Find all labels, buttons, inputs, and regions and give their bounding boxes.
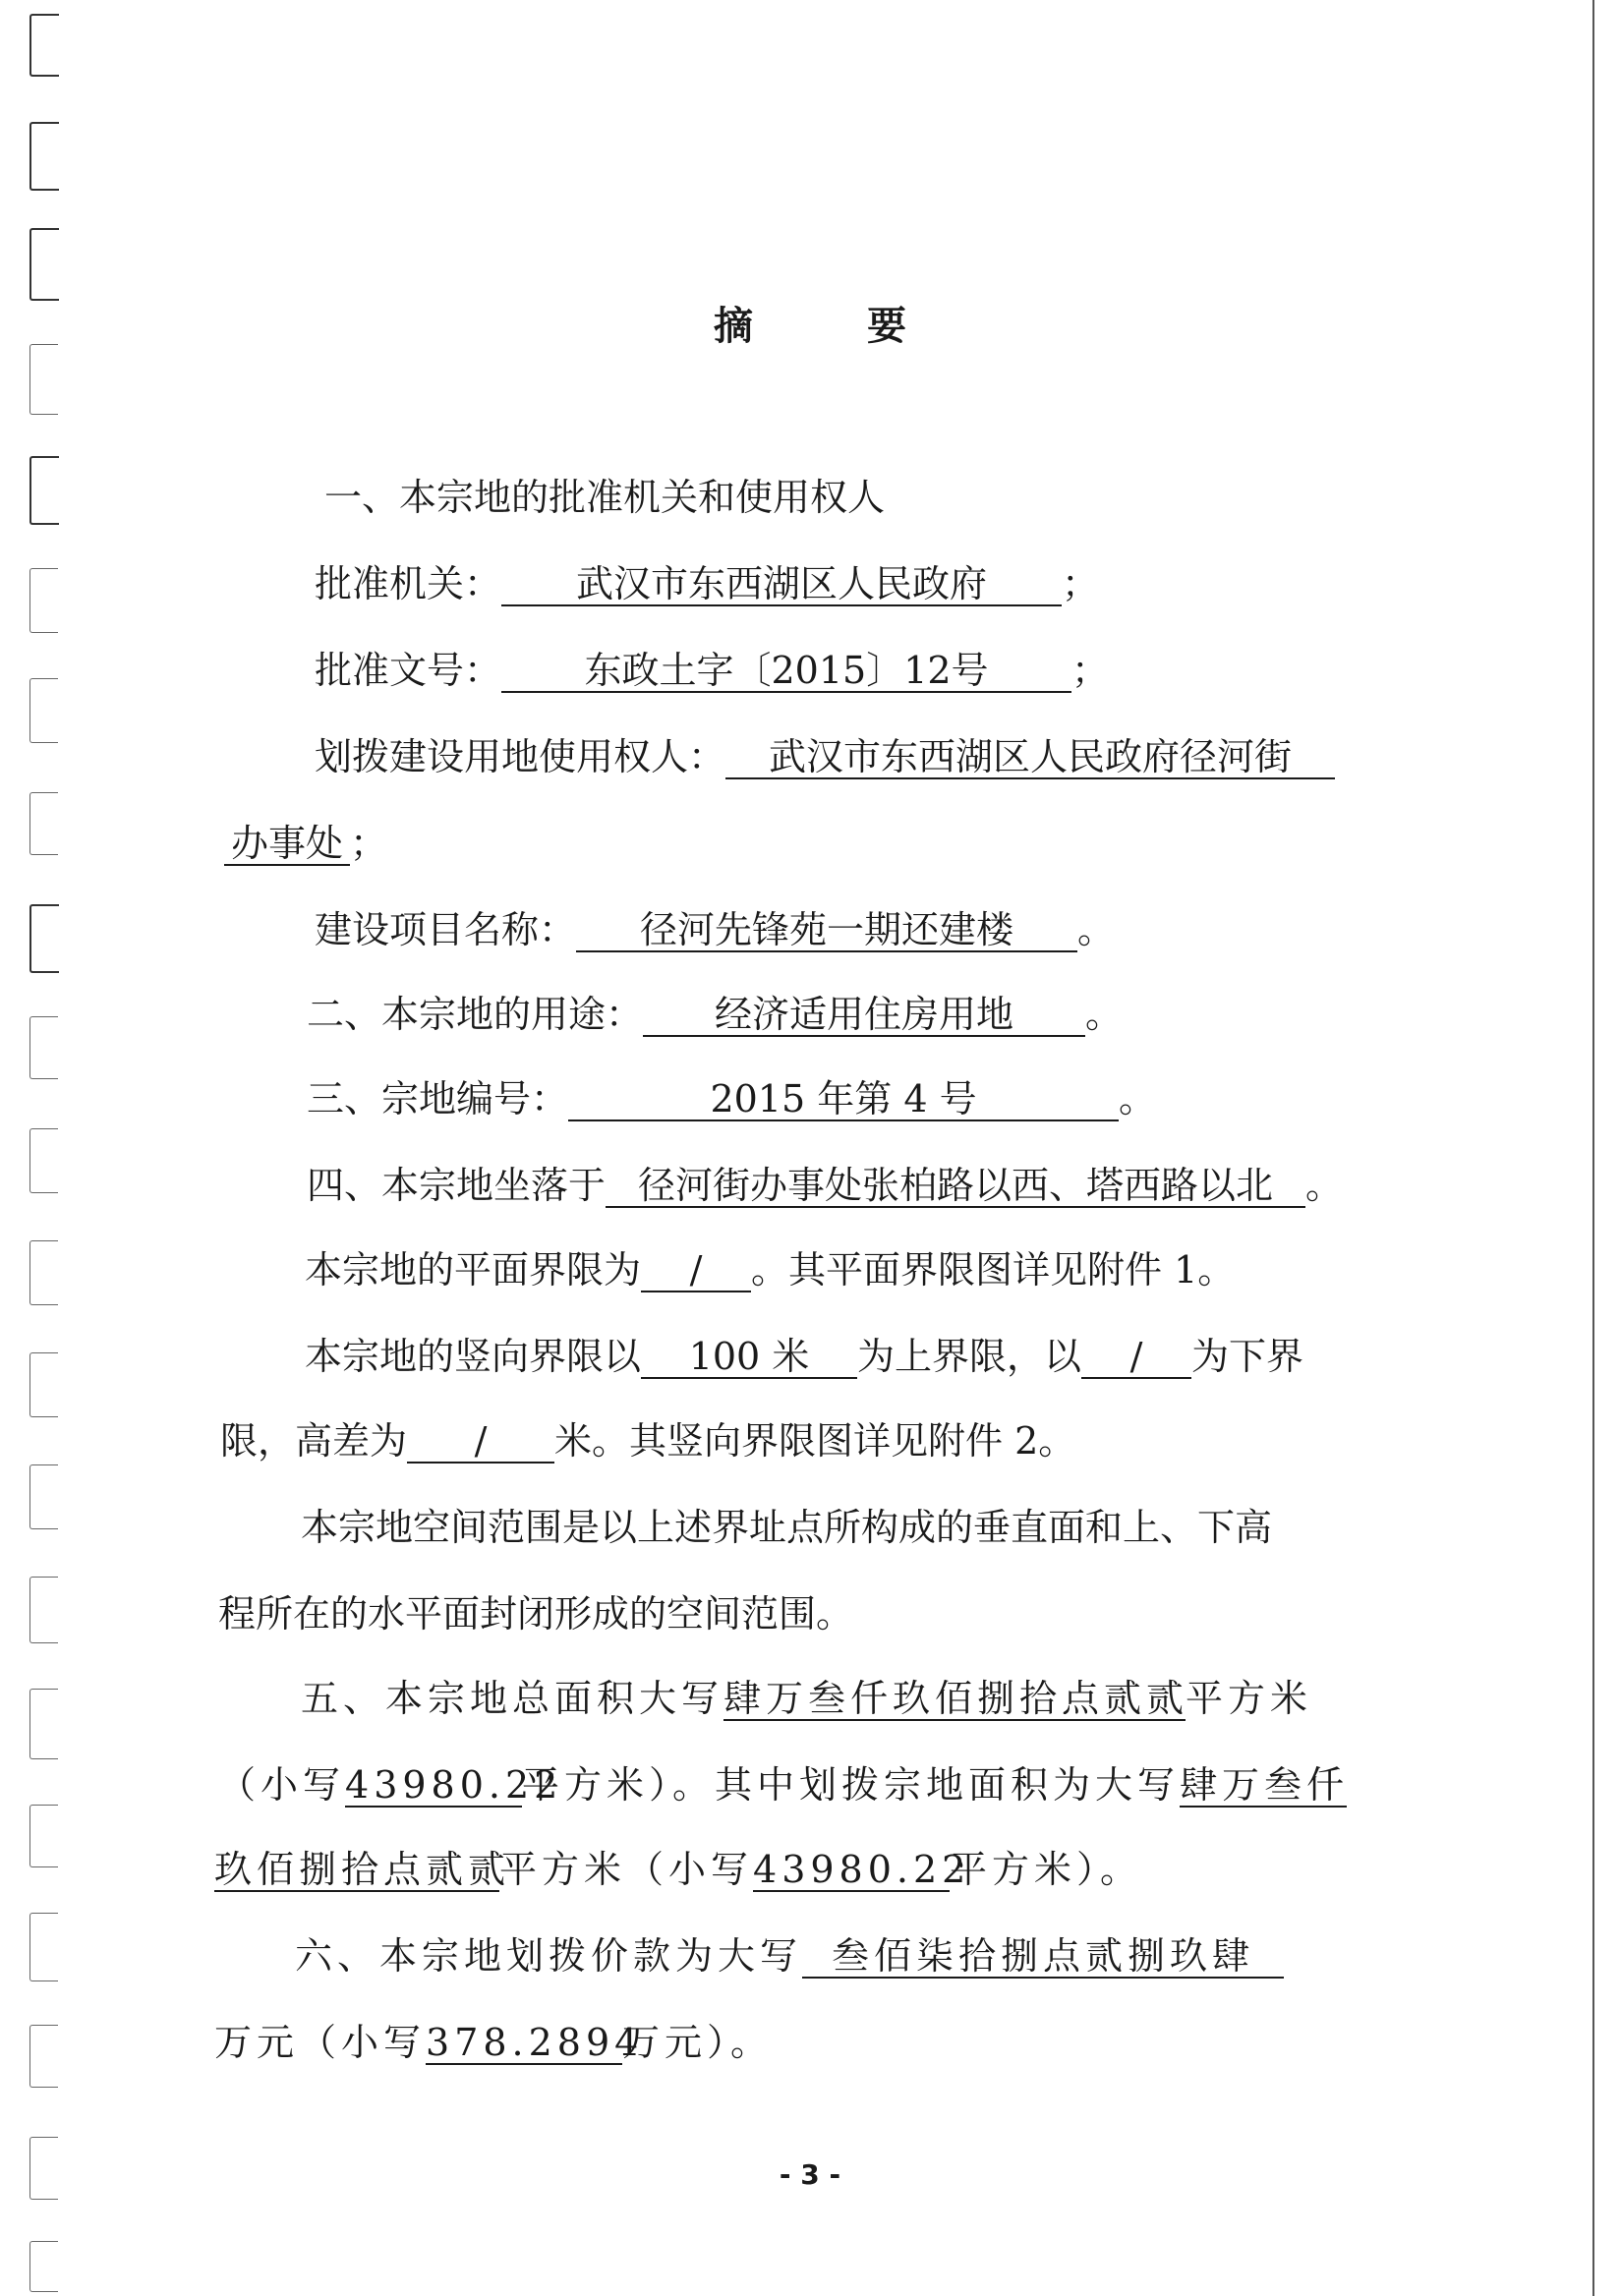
allocation-price-number: 378.2894 xyxy=(426,2021,644,2064)
land-use-value: 经济适用住房用地 xyxy=(643,994,1085,1037)
price-line-2 xyxy=(214,2019,773,2066)
land-holder-line-2 xyxy=(224,820,387,867)
land-holder-value: 武汉市东西湖区人民政府径河街 xyxy=(725,736,1335,779)
lowercase-label: 平方米（小写 xyxy=(499,1848,754,1891)
vertical-boundary-text-mid: 为上界限，以 xyxy=(857,1335,1082,1378)
section-1-heading: 一、本宗地的批准机关和使用权人 xyxy=(324,476,886,519)
binding-mark xyxy=(29,904,59,973)
binding-mark xyxy=(29,1913,58,1981)
binding-mark xyxy=(29,1352,58,1417)
binding-mark xyxy=(29,1464,58,1529)
punctuation: 。 xyxy=(1305,1164,1344,1207)
lower-limit-value: / xyxy=(1081,1336,1191,1379)
height-diff-text: 限，高差为 xyxy=(220,1419,408,1463)
binding-mark xyxy=(29,1577,58,1643)
land-use-label: 二、本宗地的用途： xyxy=(307,993,644,1036)
upper-limit-value: 100 米 xyxy=(641,1336,857,1379)
allocated-area-words: 肆万叁仟 xyxy=(1180,1763,1350,1807)
height-diff-text-end: 米。其竖向界限图详见附件 2。 xyxy=(554,1419,1076,1463)
total-area-number: 43980.22 xyxy=(345,1763,563,1807)
binding-mark xyxy=(29,1689,58,1759)
plane-boundary-text-end: 。其平面界限图详见附件 1。 xyxy=(751,1248,1236,1292)
total-area-label: 五、本宗地总面积大写 xyxy=(301,1677,724,1720)
binding-mark xyxy=(29,2241,58,2292)
project-name-value: 径河先锋苑一期还建楼 xyxy=(576,909,1077,952)
space-range-line-2: 程所在的水平面封闭形成的空间范围。 xyxy=(218,1592,854,1636)
punctuation: ； xyxy=(350,822,388,865)
lowercase-label: （小写 xyxy=(218,1763,346,1807)
page-number: - 3 - xyxy=(779,2158,841,2191)
vertical-boundary-line xyxy=(305,1333,1303,1380)
approval-doc-line xyxy=(315,647,1109,694)
unit-text: 万元）。 xyxy=(622,2021,774,2064)
area-line-3 xyxy=(214,1846,1142,1893)
section-2-line xyxy=(307,991,1123,1038)
punctuation: ； xyxy=(1071,649,1110,692)
area-line-1 xyxy=(301,1675,1312,1722)
allocated-area-number: 43980.22 xyxy=(753,1848,971,1891)
price-line-1 xyxy=(295,1932,1284,1980)
parcel-number-value: 2015 年第 4 号 xyxy=(568,1078,1119,1121)
allocated-area-label: 平方米）。其中划拨宗地面积为大写 xyxy=(522,1763,1181,1807)
approval-doc-value: 东政土字〔2015〕12号 xyxy=(501,650,1071,693)
vertical-boundary-line-2 xyxy=(220,1417,1075,1464)
location-value: 径河街办事处张柏路以西、塔西路以北 xyxy=(606,1165,1305,1208)
plane-boundary-line xyxy=(305,1246,1235,1293)
punctuation: 。 xyxy=(1077,908,1116,951)
project-name-label: 建设项目名称： xyxy=(315,908,577,951)
parcel-number-label: 三、宗地编号： xyxy=(307,1077,569,1120)
binding-mark xyxy=(29,344,58,415)
binding-mark xyxy=(29,568,58,633)
land-holder-line xyxy=(315,733,1335,780)
binding-mark xyxy=(29,792,58,855)
land-holder-value-cont: 办事处 xyxy=(224,823,350,866)
land-holder-label: 划拨建设用地使用权人： xyxy=(315,735,726,778)
page-title: 摘 要 xyxy=(714,304,944,349)
binding-mark xyxy=(29,2025,58,2088)
approval-authority-label: 批准机关： xyxy=(315,562,502,605)
area-line-2 xyxy=(218,1761,1350,1808)
lowercase-label: 万元（小写 xyxy=(214,2021,427,2064)
binding-mark xyxy=(29,228,59,301)
project-name-line xyxy=(315,906,1115,953)
punctuation: 。 xyxy=(1085,993,1124,1036)
binding-mark xyxy=(29,14,59,77)
binding-mark xyxy=(29,1240,58,1305)
vertical-boundary-text-end: 为下界 xyxy=(1191,1335,1304,1378)
height-diff-value: / xyxy=(407,1420,554,1464)
allocation-price-label: 六、本宗地划拨价款为大写 xyxy=(295,1934,803,1978)
plane-boundary-value: / xyxy=(641,1249,751,1292)
binding-mark xyxy=(29,456,59,525)
location-label: 四、本宗地坐落于 xyxy=(307,1164,607,1207)
unit-text: 平方米）。 xyxy=(950,1848,1143,1891)
plane-boundary-text: 本宗地的平面界限为 xyxy=(305,1248,642,1292)
unit-text: 平方米 xyxy=(1186,1677,1313,1720)
binding-mark xyxy=(29,1128,58,1193)
allocation-price-words: 叁佰柒拾捌点贰捌玖肆 xyxy=(802,1935,1284,1979)
vertical-boundary-text: 本宗地的竖向界限以 xyxy=(305,1335,642,1378)
allocated-area-words-cont: 玖佰捌拾点贰贰 xyxy=(214,1848,511,1891)
approval-authority-line xyxy=(315,560,1099,607)
binding-mark xyxy=(29,1805,58,1867)
space-range-line-1: 本宗地空间范围是以上述界址点所构成的垂直面和上、下高 xyxy=(301,1506,1273,1549)
total-area-words: 肆万叁仟玖佰捌拾点贰贰 xyxy=(723,1677,1189,1720)
punctuation: ； xyxy=(1062,562,1100,605)
binding-mark xyxy=(29,1016,58,1079)
approval-doc-label: 批准文号： xyxy=(315,649,502,692)
binding-mark xyxy=(29,678,58,743)
section-4-location-line xyxy=(307,1162,1343,1209)
section-3-line xyxy=(307,1075,1156,1122)
punctuation: 。 xyxy=(1119,1077,1157,1120)
binding-mark xyxy=(29,122,59,191)
approval-authority-value: 武汉市东西湖区人民政府 xyxy=(501,563,1062,606)
